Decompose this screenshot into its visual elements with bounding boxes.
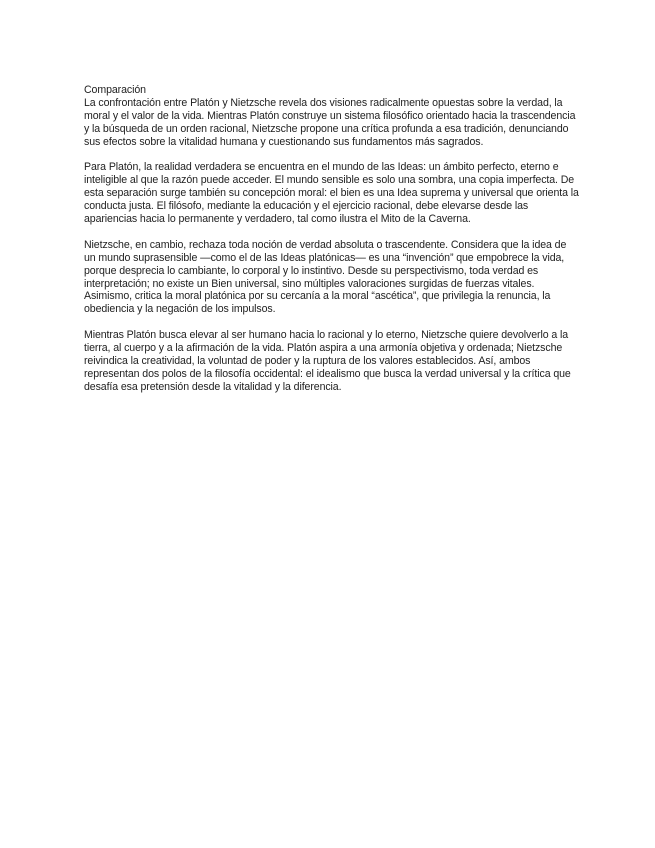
paragraph-1 (84, 84, 579, 149)
document-body (84, 84, 579, 394)
paragraph-2: Para Platón, la realidad verdadera se encuentra en el mundo de las Ideas: un ámbito perfecto, eterno e inteligible al que la razón puede acceder. El mundo sensible es solo una sombra, una copia imperfecta. De esta separación surge también su concepción moral: el bien es una Idea suprema y universal que orienta la conducta justa. El filósofo, mediante la educación y el ejercicio racional, debe elevarse desde las apariencias hacia lo permanente y verdadero, tal como ilustra el Mito de la Caverna. (84, 161, 579, 226)
section-heading: Comparación (84, 84, 146, 96)
paragraph-3: Nietzsche, en cambio, rechaza toda noción de verdad absoluta o trascendente. Considera que la idea de un mundo suprasensible —como el de las Ideas platónicas— es una “invención” que empobrece la vida, porque desprecia lo cambiante, lo corporal y lo instintivo. Desde su perspectivismo, toda verdad es interpretación; no existe un Bien universal, sino múltiples valoraciones surgidas de fuerzas vitales. Asimismo, critica la moral platónica por su cercanía a la moral “ascética”, que privilegia la renuncia, la obediencia y la negación de los impulsos. (84, 238, 567, 316)
paragraph-1-text: La confrontación entre Platón y Nietzsche revela dos visiones radicalmente opuestas sobre la verdad, la moral y el valor de la vida. Mientras Platón construye un sistema filosófico orientado hacia la trascendencia y la búsqueda de un orden racional, Nietzsche propone una crítica profunda a esa tradición, denunciando sus efectos sobre la vitalidad humana y cuestionando sus fundamentos más sagrados. (84, 96, 576, 148)
paragraph-4: Mientras Platón busca elevar al ser humano hacia lo racional y lo eterno, Nietzsche quiere devolverlo a la tierra, al cuerpo y a la afirmación de la vida. Platón aspira a una armonía objetiva y ordenada; Nietzsche reivindica la creatividad, la voluntad de poder y la ruptura de los valores establecidos. Así, ambos representan dos polos de la filosofía occidental: el idealismo que busca la verdad universal y la crítica que desafía esa pretensión desde la vitalidad y la diferencia. (84, 329, 571, 393)
